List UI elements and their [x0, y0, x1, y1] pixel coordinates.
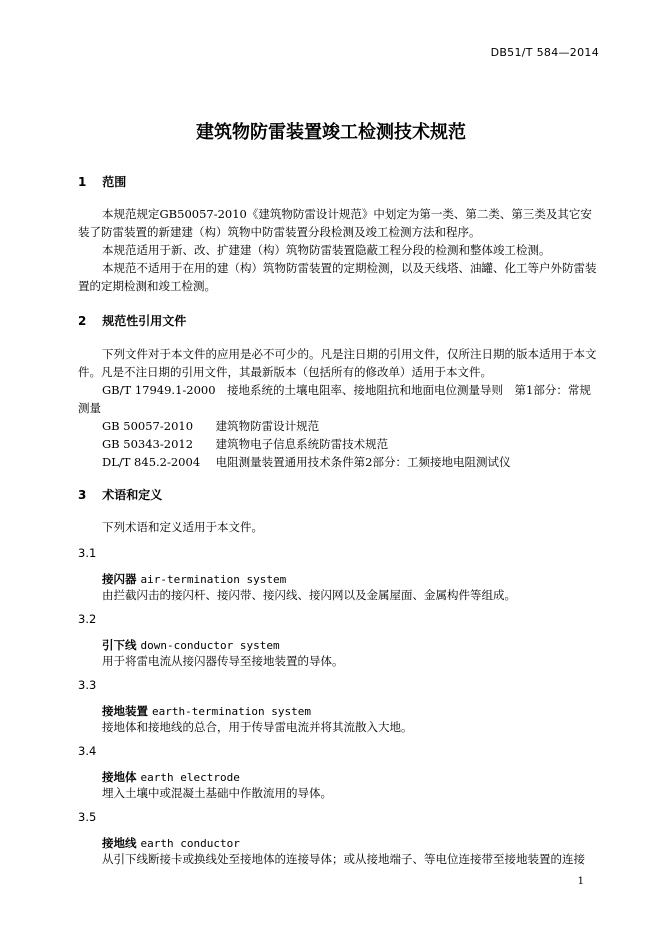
reference-item [102, 436, 388, 452]
term-zh: 引下线 [102, 638, 137, 652]
section-heading-3 [78, 486, 162, 503]
term-number: 3.1 [78, 546, 97, 560]
term-en: earth conductor [140, 837, 240, 850]
reference-code: GB 50343-2012 [102, 437, 194, 451]
document-title: 建筑物防雷装置竣工检测技术规范 [196, 122, 466, 143]
term-name [102, 637, 280, 653]
section-title: 范围 [102, 175, 127, 189]
term-en: earth-termination system [152, 705, 311, 718]
term-definition: 由拦截闪击的接闪杆、接闪带、接闪线、接闪网以及金属屋面、金属构件等组成。 [102, 588, 516, 602]
term-definition: 用于将雷电流从接闪器传导至接地装置的导体。 [102, 654, 344, 668]
term-zh: 接地体 [102, 770, 137, 784]
section-number: 3 [78, 488, 87, 502]
paragraph: 下列术语和定义适用于本文件。 [102, 520, 263, 534]
reference-code: DL/T 845.2-2004 [102, 455, 201, 469]
term-name [102, 703, 311, 719]
section-number: 1 [78, 175, 87, 189]
term-name [102, 769, 240, 785]
section-title: 规范性引用文件 [102, 314, 187, 328]
reference-item: GB/T 17949.1-2000 接地系统的土壤电阻率、接地阻抗和地面电位测量导则 第1部分：常规测量 [78, 383, 591, 415]
term-zh: 接地线 [102, 836, 137, 850]
term-name [102, 571, 286, 587]
section-number: 2 [78, 314, 87, 328]
standard-code: DB51/T 584—2014 [490, 46, 599, 59]
term-en: down-conductor system [140, 639, 280, 652]
paragraph: 本规范不适用于在用的建（构）筑物防雷装置的定期检测，以及天线塔、油罐、化工等户外防雷装置的定期检测和竣工检测。 [78, 261, 597, 293]
reference-title: 建筑物电子信息系统防雷技术规范 [215, 437, 389, 451]
reference-title: 电阻测量装置通用技术条件第2部分：工频接地电阻测试仪 [215, 455, 511, 469]
reference-item [102, 454, 510, 470]
section-heading-2 [78, 312, 186, 329]
term-definition: 从引下线断接卡或换线处至接地体的连接导体；或从接地端子、等电位连接带至接地装置的连接 [102, 852, 585, 866]
term-number: 3.4 [78, 744, 97, 758]
term-number: 3.5 [78, 810, 97, 824]
term-zh: 接闪器 [102, 572, 137, 586]
term-number: 3.2 [78, 612, 97, 626]
section-title: 术语和定义 [102, 488, 163, 502]
reference-item [102, 418, 319, 434]
page-number: 1 [577, 876, 584, 887]
term-en: air-termination system [140, 573, 287, 586]
term-name [102, 835, 240, 851]
reference-code: GB 50057-2010 [102, 419, 194, 433]
term-en: earth electrode [140, 771, 240, 784]
term-number: 3.3 [78, 678, 97, 692]
term-definition: 埋入土壤中或混凝土基础中作散流用的导体。 [102, 786, 332, 800]
term-zh: 接地装置 [102, 704, 148, 718]
paragraph: 下列文件对于本文件的应用是必不可少的。凡是注日期的引用文件，仅所注日期的版本适用于本文件。凡是不注日期的引用文件，其最新版本（包括所有的修改单）适用于本文件。 [78, 347, 597, 379]
paragraph: 本规范适用于新、改、扩建建（构）筑物防雷装置隐蔽工程分段的检测和整体竣工检测。 [102, 243, 551, 257]
section-heading-1 [78, 173, 126, 190]
reference-title: 建筑物防雷设计规范 [215, 419, 320, 433]
term-definition: 接地体和接地线的总合，用于传导雷电流并将其流散入大地。 [102, 720, 413, 734]
paragraph: 本规范规定GB50057-2010《建筑物防雷设计规范》中划定为第一类、第二类、第三类及其它安装了防雷装置的新建建（构）筑物中防雷装置分段检测及竣工检测方法和程序。 [78, 207, 592, 239]
